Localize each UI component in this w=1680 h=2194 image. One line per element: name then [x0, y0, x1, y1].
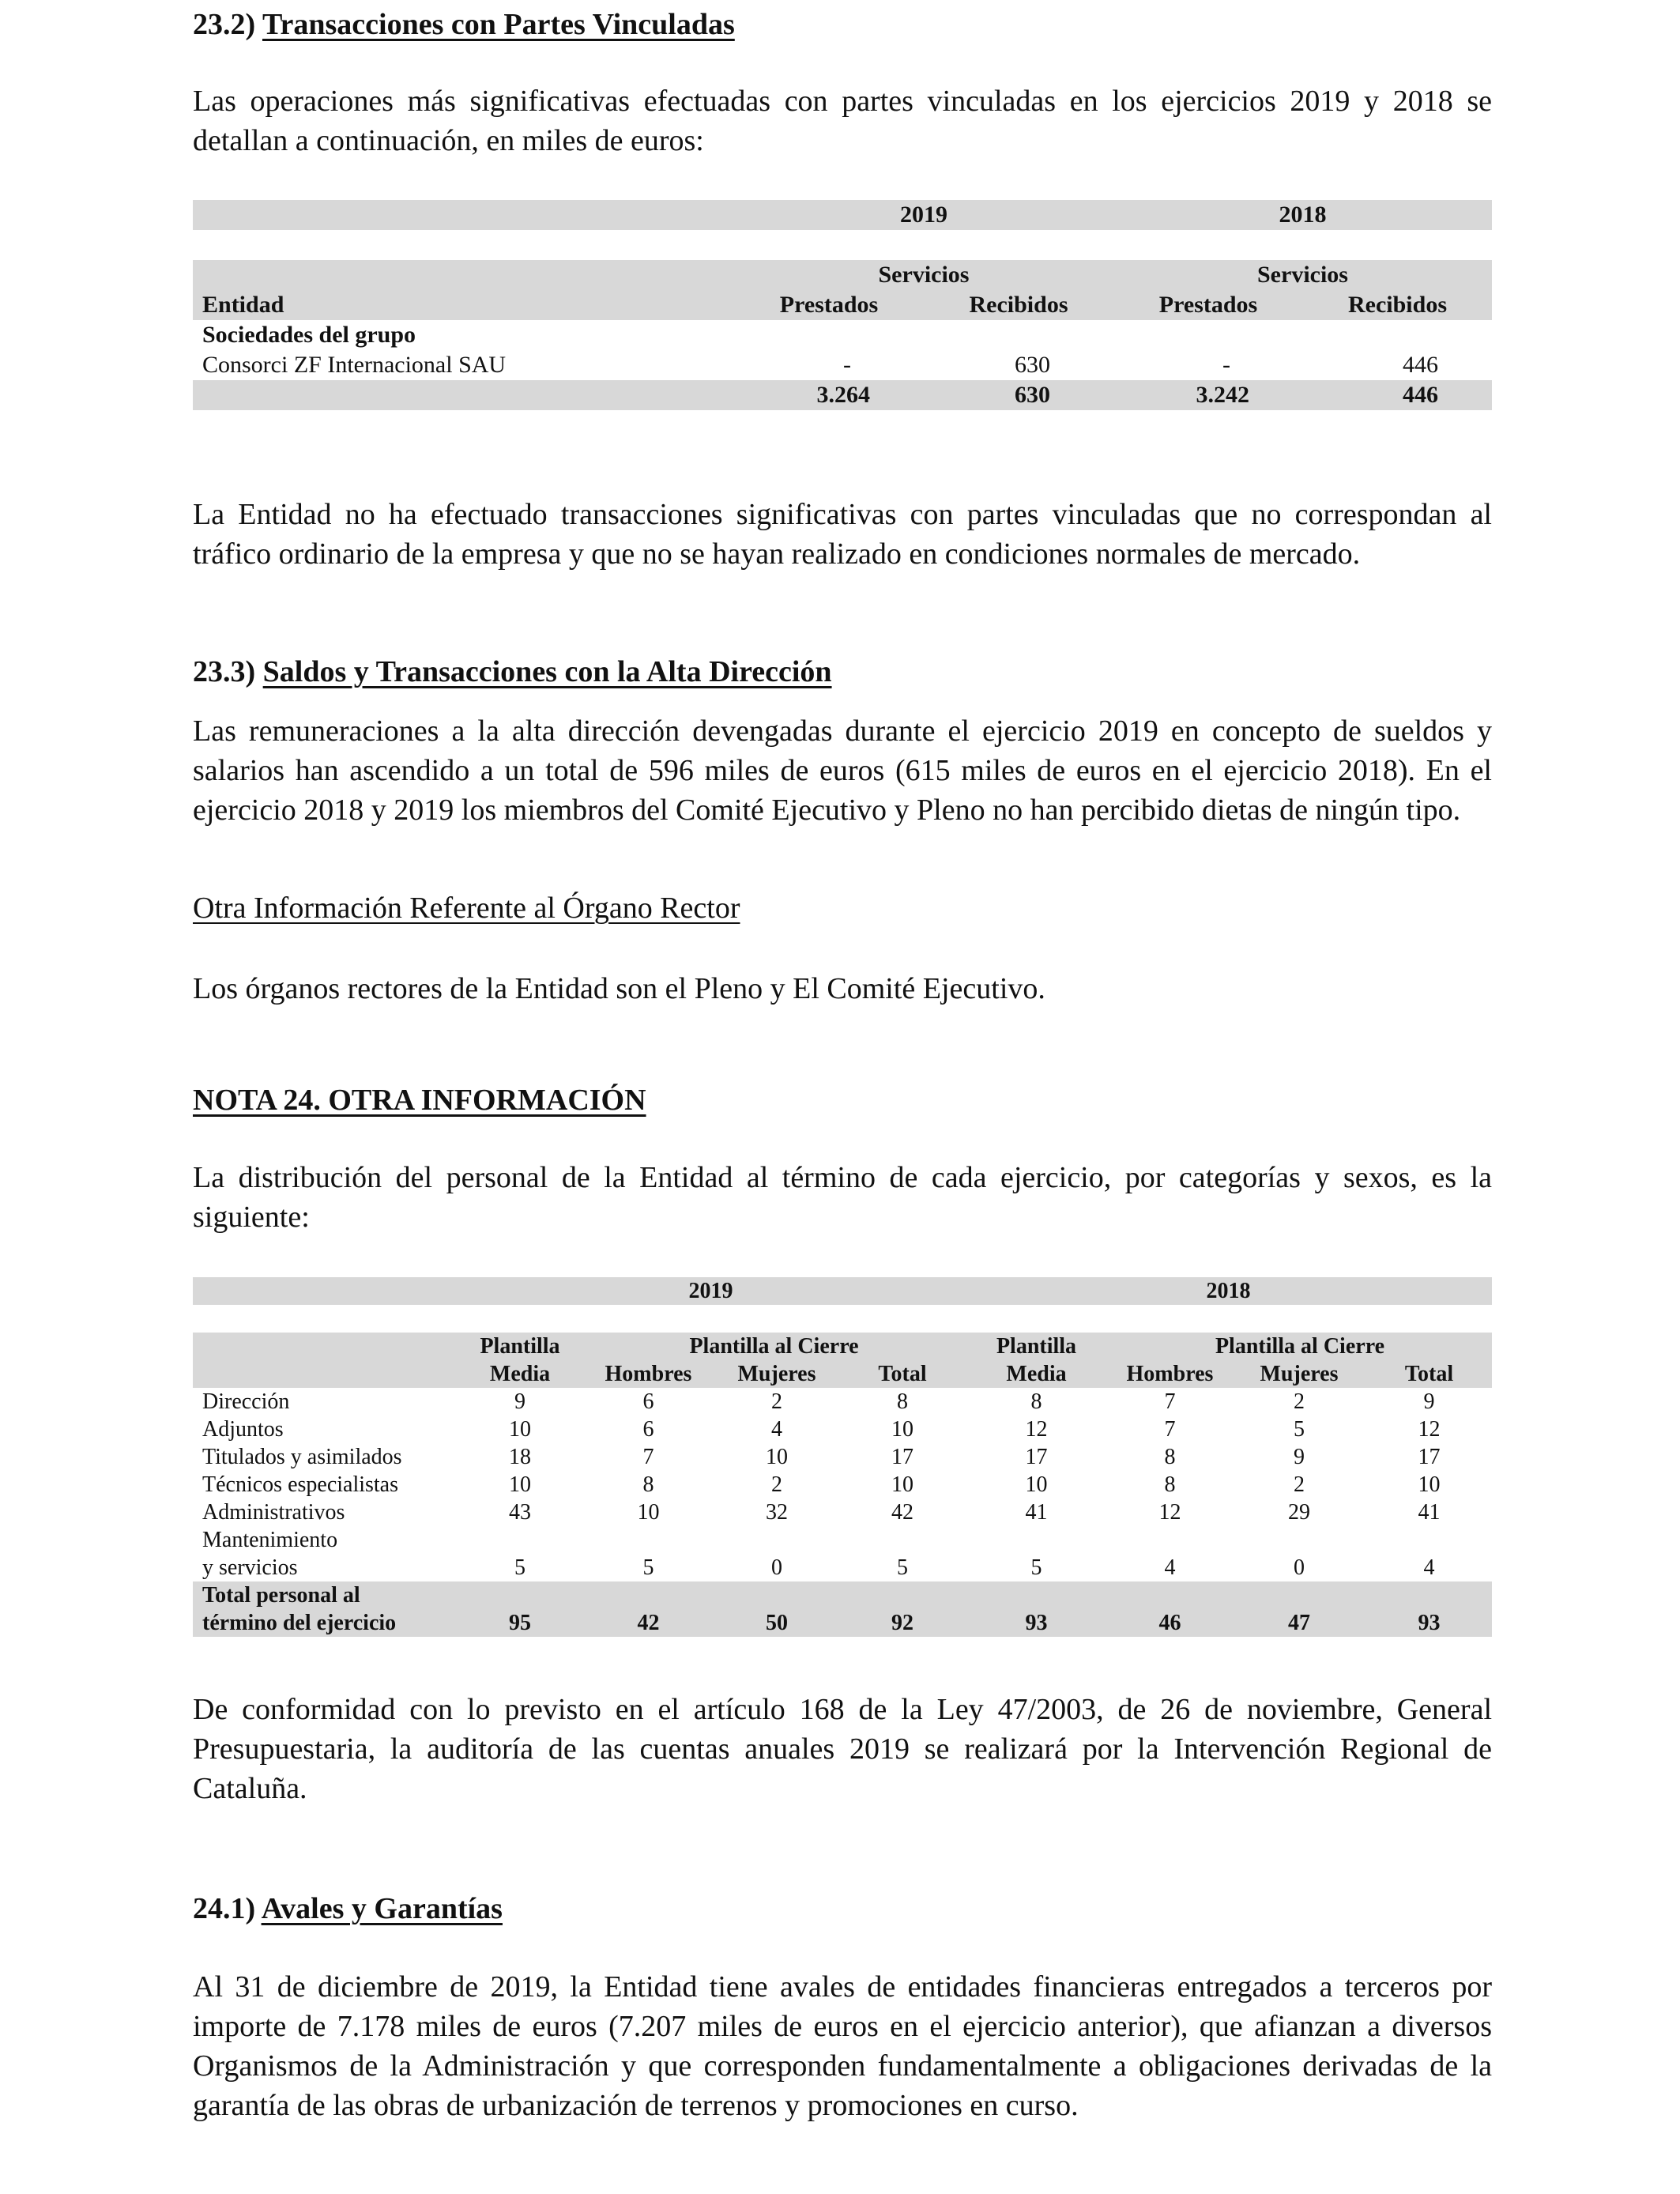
cell-value: 43 [509, 1500, 531, 1525]
total-value: 46 [1158, 1611, 1181, 1635]
year-2018-header: 2018 [1206, 1279, 1251, 1303]
cell-value: 4 [771, 1417, 782, 1442]
cell-value: 630 [1015, 352, 1050, 378]
category-label: Administrativos [202, 1500, 345, 1525]
cell-value: 7 [642, 1445, 654, 1469]
cell-value: 12 [1025, 1417, 1048, 1442]
section-number: 24.1) [193, 1892, 256, 1925]
cell-value: 4 [1164, 1555, 1176, 1580]
cell-value: 8 [1030, 1389, 1042, 1414]
cell-value: 17 [891, 1445, 913, 1469]
servicios-2018-header: Servicios [1257, 262, 1348, 288]
prestados-2019-header: Prestados [779, 292, 879, 318]
cell-value: 7 [1164, 1417, 1176, 1442]
total-value: 50 [766, 1611, 788, 1635]
intro-text: Las operaciones más significativas efectuadas con partes vinculadas en los ejercicios 2019 y 2018 se detallan a continuación, en miles de euros: [193, 85, 1492, 157]
cell-value: 41 [1418, 1500, 1441, 1525]
recibidos-2019-header: Recibidos [969, 292, 1068, 318]
section-title: Avales y Garantías [261, 1892, 503, 1925]
table-row [193, 1526, 1492, 1554]
cell-value: - [843, 352, 851, 378]
auditoria-paragraph [193, 1690, 1492, 1808]
paragraph-text: La distribución del personal de la Entidad al término de cada ejercicio, por categorías y sexos, es la siguiente: [193, 1161, 1492, 1234]
note-text: La Entidad no ha efectuado transacciones significativas con partes vinculadas que no correspondan al tráfico ordinario de la empresa y que no se hayan realizado en condiciones normales de mercado. [193, 498, 1492, 571]
total-value: 42 [637, 1611, 660, 1635]
table-row [193, 1388, 1492, 1416]
note-title: NOTA 24. OTRA INFORMACIÓN [193, 1084, 646, 1117]
plantilla-header: Plantilla [996, 1334, 1077, 1359]
category-label: Titulados y asimilados [202, 1445, 402, 1469]
cell-value: 5 [642, 1555, 654, 1580]
cell-value: 6 [642, 1417, 654, 1442]
cell-value: 41 [1025, 1500, 1048, 1525]
paragraph-text: Los órganos rectores de la Entidad son el Pleno y El Comité Ejecutivo. [193, 972, 1045, 1005]
section-23-2-heading [193, 6, 1492, 43]
cell-value: 10 [637, 1500, 660, 1525]
cell-value: 32 [766, 1500, 788, 1525]
cell-value: 10 [1025, 1472, 1048, 1497]
cell-value: 17 [1025, 1445, 1048, 1469]
cell-value: 10 [891, 1472, 913, 1497]
cell-value: 9 [1423, 1389, 1435, 1414]
cell-value: 0 [771, 1555, 782, 1580]
total-value: 95 [509, 1611, 531, 1635]
cell-value: 8 [1164, 1445, 1176, 1469]
table-row [193, 1471, 1492, 1498]
cell-value: 7 [1164, 1389, 1176, 1414]
cell-value: 10 [1418, 1472, 1441, 1497]
alta-direccion-paragraph [193, 711, 1492, 830]
section-23-3-heading [193, 654, 1492, 690]
cell-value: 2 [771, 1389, 782, 1414]
plantilla-cierre-header: Plantilla al Cierre [689, 1334, 859, 1359]
personal-intro-paragraph [193, 1158, 1492, 1237]
cell-value: 8 [642, 1472, 654, 1497]
intro-paragraph [193, 81, 1492, 160]
plantilla-header: Plantilla [480, 1334, 560, 1359]
total-value: 92 [891, 1611, 913, 1635]
recibidos-2018-header: Recibidos [1347, 292, 1447, 318]
plantilla-cierre-header: Plantilla al Cierre [1215, 1334, 1385, 1359]
servicios-2019-header: Servicios [878, 262, 970, 288]
total-value: 3.264 [816, 382, 870, 408]
cell-value: 10 [509, 1472, 531, 1497]
cell-value: 5 [1030, 1555, 1042, 1580]
related-party-note [193, 495, 1492, 574]
total-row [193, 1609, 1492, 1637]
entidad-header: Entidad [202, 292, 284, 318]
cell-value: 8 [897, 1389, 908, 1414]
cell-value: 10 [766, 1445, 788, 1469]
section-24-1-heading [193, 1891, 1492, 1927]
total-row [193, 380, 1492, 410]
category-label: Adjuntos [202, 1417, 284, 1442]
media-header: Media [1006, 1362, 1067, 1386]
total-value: 446 [1403, 382, 1438, 408]
cell-value: 2 [1294, 1472, 1305, 1497]
paragraph-text: Las remuneraciones a la alta dirección devengadas durante el ejercicio 2019 en concepto de sueldos y salarios han ascendido a un total de 596 miles de euros (615 miles de euros en el ejercicio 2018). En el ejercicio 2018 y 2019 los miembros del Comité Ejecutivo y Pleno no han percibido dietas de ningún tipo. [193, 714, 1492, 827]
entity-name: Consorci ZF Internacional SAU [202, 352, 507, 378]
prestados-2018-header: Prestados [1158, 292, 1258, 318]
table-row [193, 350, 1492, 380]
hombres-header: Hombres [605, 1362, 692, 1386]
hombres-header: Hombres [1126, 1362, 1214, 1386]
group-section-label: Sociedades del grupo [202, 322, 416, 348]
total-value: 93 [1025, 1611, 1048, 1635]
staff-distribution-table [193, 1277, 1492, 1637]
section-title: Transacciones con Partes Vinculadas [262, 8, 735, 41]
section-title: Saldos y Transacciones con la Alta Dirección [262, 655, 832, 688]
cell-value: 6 [642, 1389, 654, 1414]
cell-value: 2 [771, 1472, 782, 1497]
cell-value: 10 [509, 1417, 531, 1442]
total-row [193, 1581, 1492, 1609]
paragraph-text: Al 31 de diciembre de 2019, la Entidad tiene avales de entidades financieras entregados a terceros por importe de 7.178 miles de euros (7.207 miles de euros en el ejercicio anterior), que afianzan a diversos Organismos de la Administración y que corresponden fundamentalmente a obligaciones derivadas de la garantía de las obras de urbanización de terrenos y promociones en curso. [193, 1970, 1492, 2122]
cell-value: 17 [1418, 1445, 1441, 1469]
year-2019-header: 2019 [688, 1279, 733, 1303]
cell-value: 8 [1164, 1472, 1176, 1497]
mujeres-header: Mujeres [737, 1362, 816, 1386]
cell-value: 2 [1294, 1389, 1305, 1414]
subheading-text: Otra Información Referente al Órgano Rector [193, 892, 740, 925]
nota-24-heading [193, 1082, 1492, 1118]
table-row [193, 1416, 1492, 1443]
cell-value: 4 [1423, 1555, 1435, 1580]
organo-rector-paragraph [193, 969, 1492, 1008]
total-value: 630 [1015, 382, 1050, 408]
year-2019-header: 2019 [900, 202, 947, 228]
paragraph-text: De conformidad con lo previsto en el artículo 168 de la Ley 47/2003, de 26 de noviembre, General Presupuestaria, la auditoría de las cuentas anuales 2019 se realizará por la Intervención Regional de Cataluña. [193, 1693, 1492, 1805]
section-number: 23.3) [193, 655, 256, 688]
year-2018-header: 2018 [1279, 202, 1327, 228]
organo-rector-subheading [193, 888, 1492, 928]
cell-value: 0 [1294, 1555, 1305, 1580]
cell-value: 5 [1294, 1417, 1305, 1442]
cell-value: 10 [891, 1417, 913, 1442]
cell-value: 446 [1403, 352, 1438, 378]
cell-value: 12 [1158, 1500, 1181, 1525]
total-label: Total personal al [202, 1583, 360, 1608]
table-row [193, 1443, 1492, 1471]
avales-paragraph [193, 1967, 1492, 2125]
cell-value: 29 [1288, 1500, 1310, 1525]
cell-value: - [1222, 352, 1230, 378]
total-label: término del ejercicio [202, 1611, 397, 1635]
total-value: 3.242 [1196, 382, 1249, 408]
category-label: Técnicos especialistas [202, 1472, 399, 1497]
cell-value: 5 [514, 1555, 525, 1580]
cell-value: 9 [514, 1389, 525, 1414]
cell-value: 12 [1418, 1417, 1441, 1442]
category-label: Dirección [202, 1389, 290, 1414]
cell-value: 9 [1294, 1445, 1305, 1469]
total-value: 93 [1418, 1611, 1441, 1635]
cell-value: 42 [891, 1500, 913, 1525]
total-header: Total [1404, 1362, 1454, 1386]
category-label: Mantenimiento [202, 1528, 338, 1552]
table-row [193, 1554, 1492, 1581]
mujeres-header: Mujeres [1260, 1362, 1339, 1386]
media-header: Media [489, 1362, 551, 1386]
category-label: y servicios [202, 1555, 298, 1580]
cell-value: 5 [897, 1555, 908, 1580]
cell-value: 18 [509, 1445, 531, 1469]
related-party-table [193, 200, 1492, 410]
section-number: 23.2) [193, 8, 256, 41]
total-value: 47 [1288, 1611, 1310, 1635]
table-row [193, 1498, 1492, 1526]
total-header: Total [878, 1362, 927, 1386]
